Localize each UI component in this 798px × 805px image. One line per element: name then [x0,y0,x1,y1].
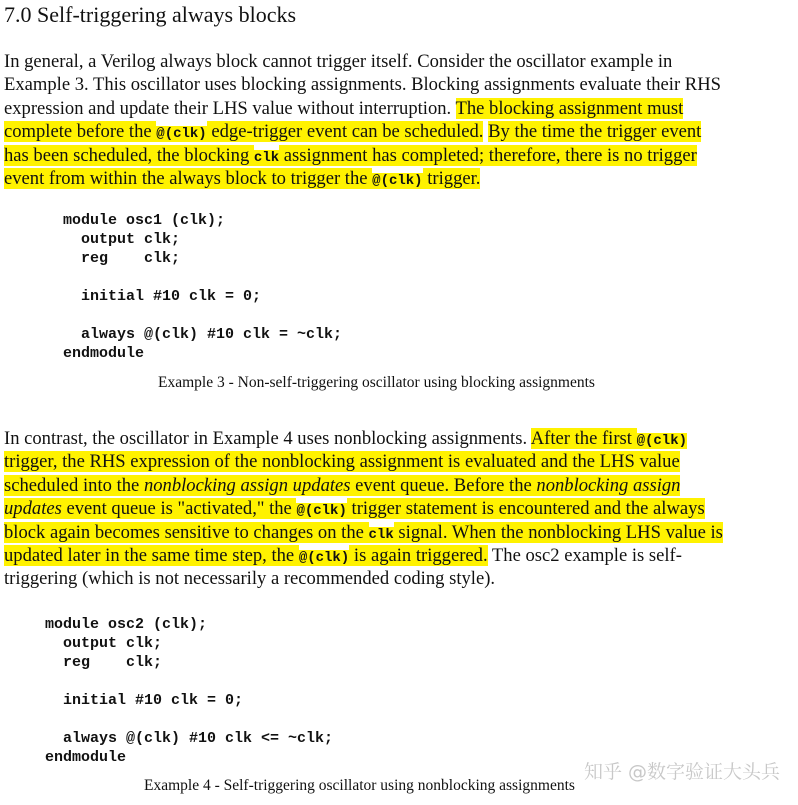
text-line [4,73,721,96]
highlighted-text: The blocking assignment must [455,97,684,119]
inline-code: @(clk) [156,126,207,143]
code-block-osc2 [45,615,333,767]
highlighted-text: assignment has completed; therefore, there is no trigger [279,144,697,166]
text-line [4,450,723,473]
highlighted-text: event queue. Before the [350,474,537,496]
text-line [4,167,721,190]
highlighted-text: trigger. [422,167,481,189]
text-segment: In general, a Verilog always block cannot trigger itself. Consider the oscillator example in [4,51,673,72]
inline-code: clk [368,526,394,543]
paragraph-contrast [4,427,723,591]
code-line [45,710,333,729]
caption-example-4: Example 4 - Self-triggering oscillator using nonblocking assignments [144,777,575,794]
highlighted-text: trigger, the RHS expression of the nonblocking assignment is evaluated and the LHS value [4,451,680,473]
code-line: output clk; [63,231,181,248]
highlighted-text: scheduled into the [4,474,144,496]
code-line [63,268,342,287]
inline-code: @(clk) [636,433,688,449]
inline-code: clk [253,149,280,166]
text-line [4,50,721,73]
code-line: endmodule [45,749,127,766]
highlighted-text: nonblocking assign updates [143,474,351,496]
highlighted-text: nonblocking assign [536,474,681,496]
highlighted-text: complete before the [4,121,157,143]
text-line [4,427,723,450]
text-segment: triggering (which is not necessarily a recommended coding style). [4,568,496,590]
code-line: endmodule [63,345,145,362]
code-line: initial #10 clk = 0; [45,692,244,709]
text-line [4,544,723,567]
highlighted-text: signal. When the nonblocking LHS value is [393,521,723,543]
code-line: reg clk; [45,654,163,671]
highlighted-text: By the time the trigger event [488,121,702,143]
highlighted-text: After the first [530,428,637,449]
highlighted-text: is again triggered. [349,544,488,566]
highlighted-text: event from within the always block to trigger the [4,167,373,189]
code-line: module osc1 (clk); [63,212,226,229]
inline-code: @(clk) [296,503,347,520]
inline-code: @(clk) [298,549,350,566]
code-line: always @(clk) #10 clk <= ~clk; [45,730,334,747]
highlighted-text: trigger statement is encountered and the always [346,498,705,520]
code-line: reg clk; [63,250,181,267]
code-line [45,672,333,691]
highlighted-text: block again becomes sensitive to changes on the [4,521,369,543]
highlighted-text: has been scheduled, the blocking [4,144,254,166]
text-line [4,567,723,590]
text-line [4,144,721,167]
code-line: output clk; [45,635,163,652]
code-line: always @(clk) #10 clk = ~clk; [63,326,343,343]
text-line [4,497,723,520]
watermark: 知乎 @数字验证大头兵 [583,761,780,783]
text-segment: In contrast, the oscillator in Example 4 uses nonblocking assignments. [4,428,531,449]
text-line [4,474,723,497]
text-line [4,120,721,143]
text-segment: expression and update their LHS value without interruption. [4,97,456,119]
text-segment: Example 3. This oscillator uses blocking assignments. Blocking assignments evaluate their RHS [4,74,721,96]
caption-example-3: Example 3 - Non-self-triggering oscillator using blocking assignments [158,374,595,391]
code-line [63,306,342,325]
code-line: module osc2 (clk); [45,616,208,633]
highlighted-text: updates [4,498,62,520]
highlighted-text: event queue is "activated," the [61,498,297,520]
text-line [4,97,721,120]
highlighted-text: edge-trigger event can be scheduled. [206,121,484,143]
highlighted-text: updated later in the same time step, the [4,544,299,566]
inline-code: @(clk) [372,172,423,189]
paragraph-intro [4,50,721,190]
section-title: 7.0 Self-triggering always blocks [4,2,297,27]
text-line [4,521,723,544]
code-block-osc1 [63,211,342,363]
code-line: initial #10 clk = 0; [63,288,262,305]
text-segment: The osc2 example is self- [487,544,682,566]
